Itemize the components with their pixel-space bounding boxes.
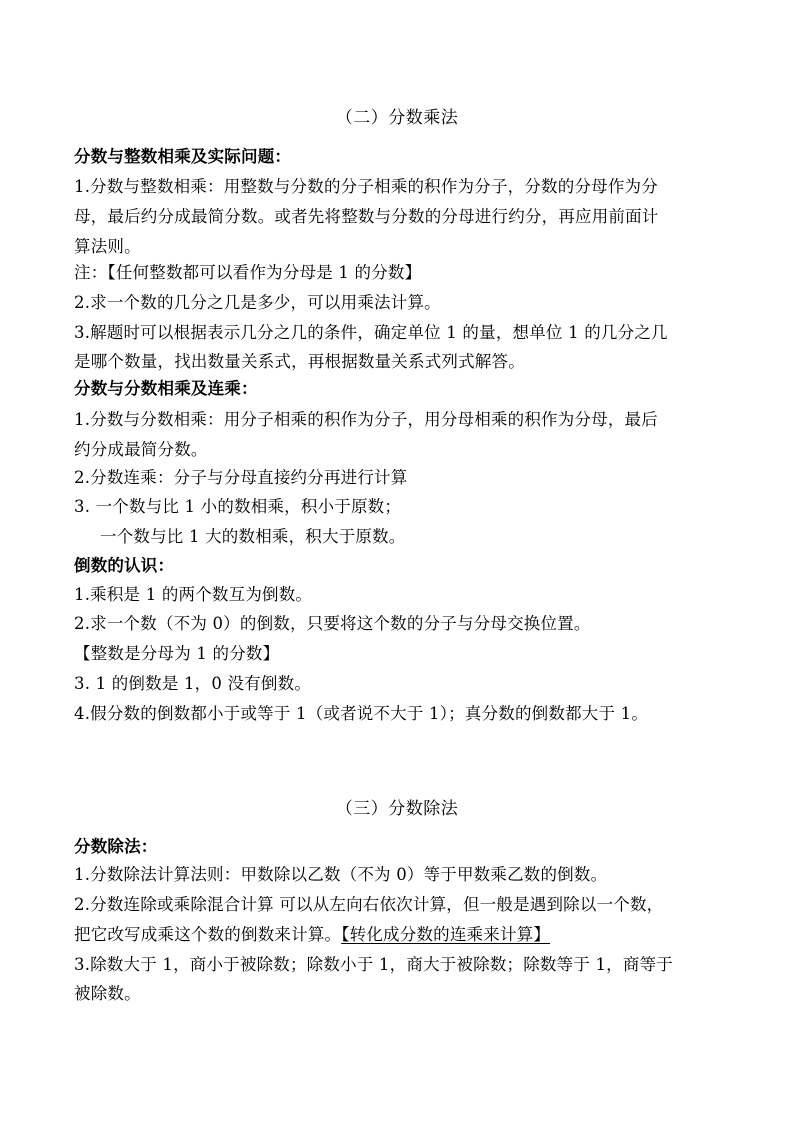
text-line: 1.分数与整数相乘：用整数与分数的分子相乘的积作为分子，分数的分母作为分: [74, 177, 658, 196]
note-line: 注：【任何整数都可以看作为分母是 1 的分数】: [74, 263, 422, 282]
section-title-fraction-division: （三）分数除法: [335, 799, 459, 819]
text-line: 2.求一个数的几分之几是多少，可以用乘法计算。: [74, 293, 441, 312]
text-line: 母，最后约分成最简分数。或者先将整数与分数的分母进行约分，再应用前面计: [74, 207, 659, 226]
text-line: 3. 1 的倒数是 1，0 没有倒数。: [74, 674, 312, 693]
text-line: 3.除数大于 1，商小于被除数；除数小于 1，商大于被除数；除数等于 1，商等于: [74, 955, 673, 974]
heading-fraction-times-integer: 分数与整数相乘及实际问题：: [74, 147, 292, 166]
heading-reciprocal: 倒数的认识：: [74, 556, 175, 575]
text-line: 4.假分数的倒数都小于或等于 1（或者说不大于 1）；真分数的倒数都大于 1。: [74, 704, 649, 723]
text-line: 被除数。: [74, 984, 141, 1003]
text-line: 1.乘积是 1 的两个数互为倒数。: [74, 585, 313, 604]
text-line: 2.求一个数（不为 0）的倒数，只要将这个数的分子与分母交换位置。: [74, 614, 591, 633]
text-line: 1.分数除法计算法则：甲数除以乙数（不为 0）等于甲数乘乙数的倒数。: [74, 865, 608, 884]
text-line: 2.分数连乘：分子与分母直接约分再进行计算: [74, 468, 408, 487]
text-line: 3.解题时可以根据表示几分之几的条件，确定单位 1 的量，想单位 1 的几分之几: [74, 323, 668, 342]
text-segment: 把它改写成乘这个数的倒数来计算。: [74, 925, 342, 944]
text-line: 算法则。: [74, 237, 141, 256]
text-line: 2.分数连除或乘除混合计算 可以从左向右依次计算，但一般是遇到除以一个数，: [74, 895, 664, 914]
text-line: 1.分数与分数相乘：用分子相乘的积作为分子，用分母相乘的积作为分母，最后: [74, 410, 658, 429]
underlined-note: 【转化成分数的连乘来计算】: [341, 925, 551, 944]
heading-fraction-division: 分数除法：: [74, 837, 158, 856]
text-line: 约分成最简分数。: [74, 440, 208, 459]
heading-fraction-times-fraction: 分数与分数相乘及连乘：: [74, 379, 258, 398]
text-line: [74, 924, 724, 946]
text-line: 是哪个数量，找出数量关系式，再根据数量关系式列式解答。: [74, 352, 525, 371]
text-line: 3. 一个数与比 1 小的数相乘，积小于原数；: [74, 497, 402, 516]
text-line: 一个数与比 1 大的数相乘，积大于原数。: [100, 527, 406, 546]
section-title-fraction-multiplication: （二）分数乘法: [335, 108, 459, 128]
note-line: 【整数是分母为 1 的分数】: [74, 644, 280, 663]
